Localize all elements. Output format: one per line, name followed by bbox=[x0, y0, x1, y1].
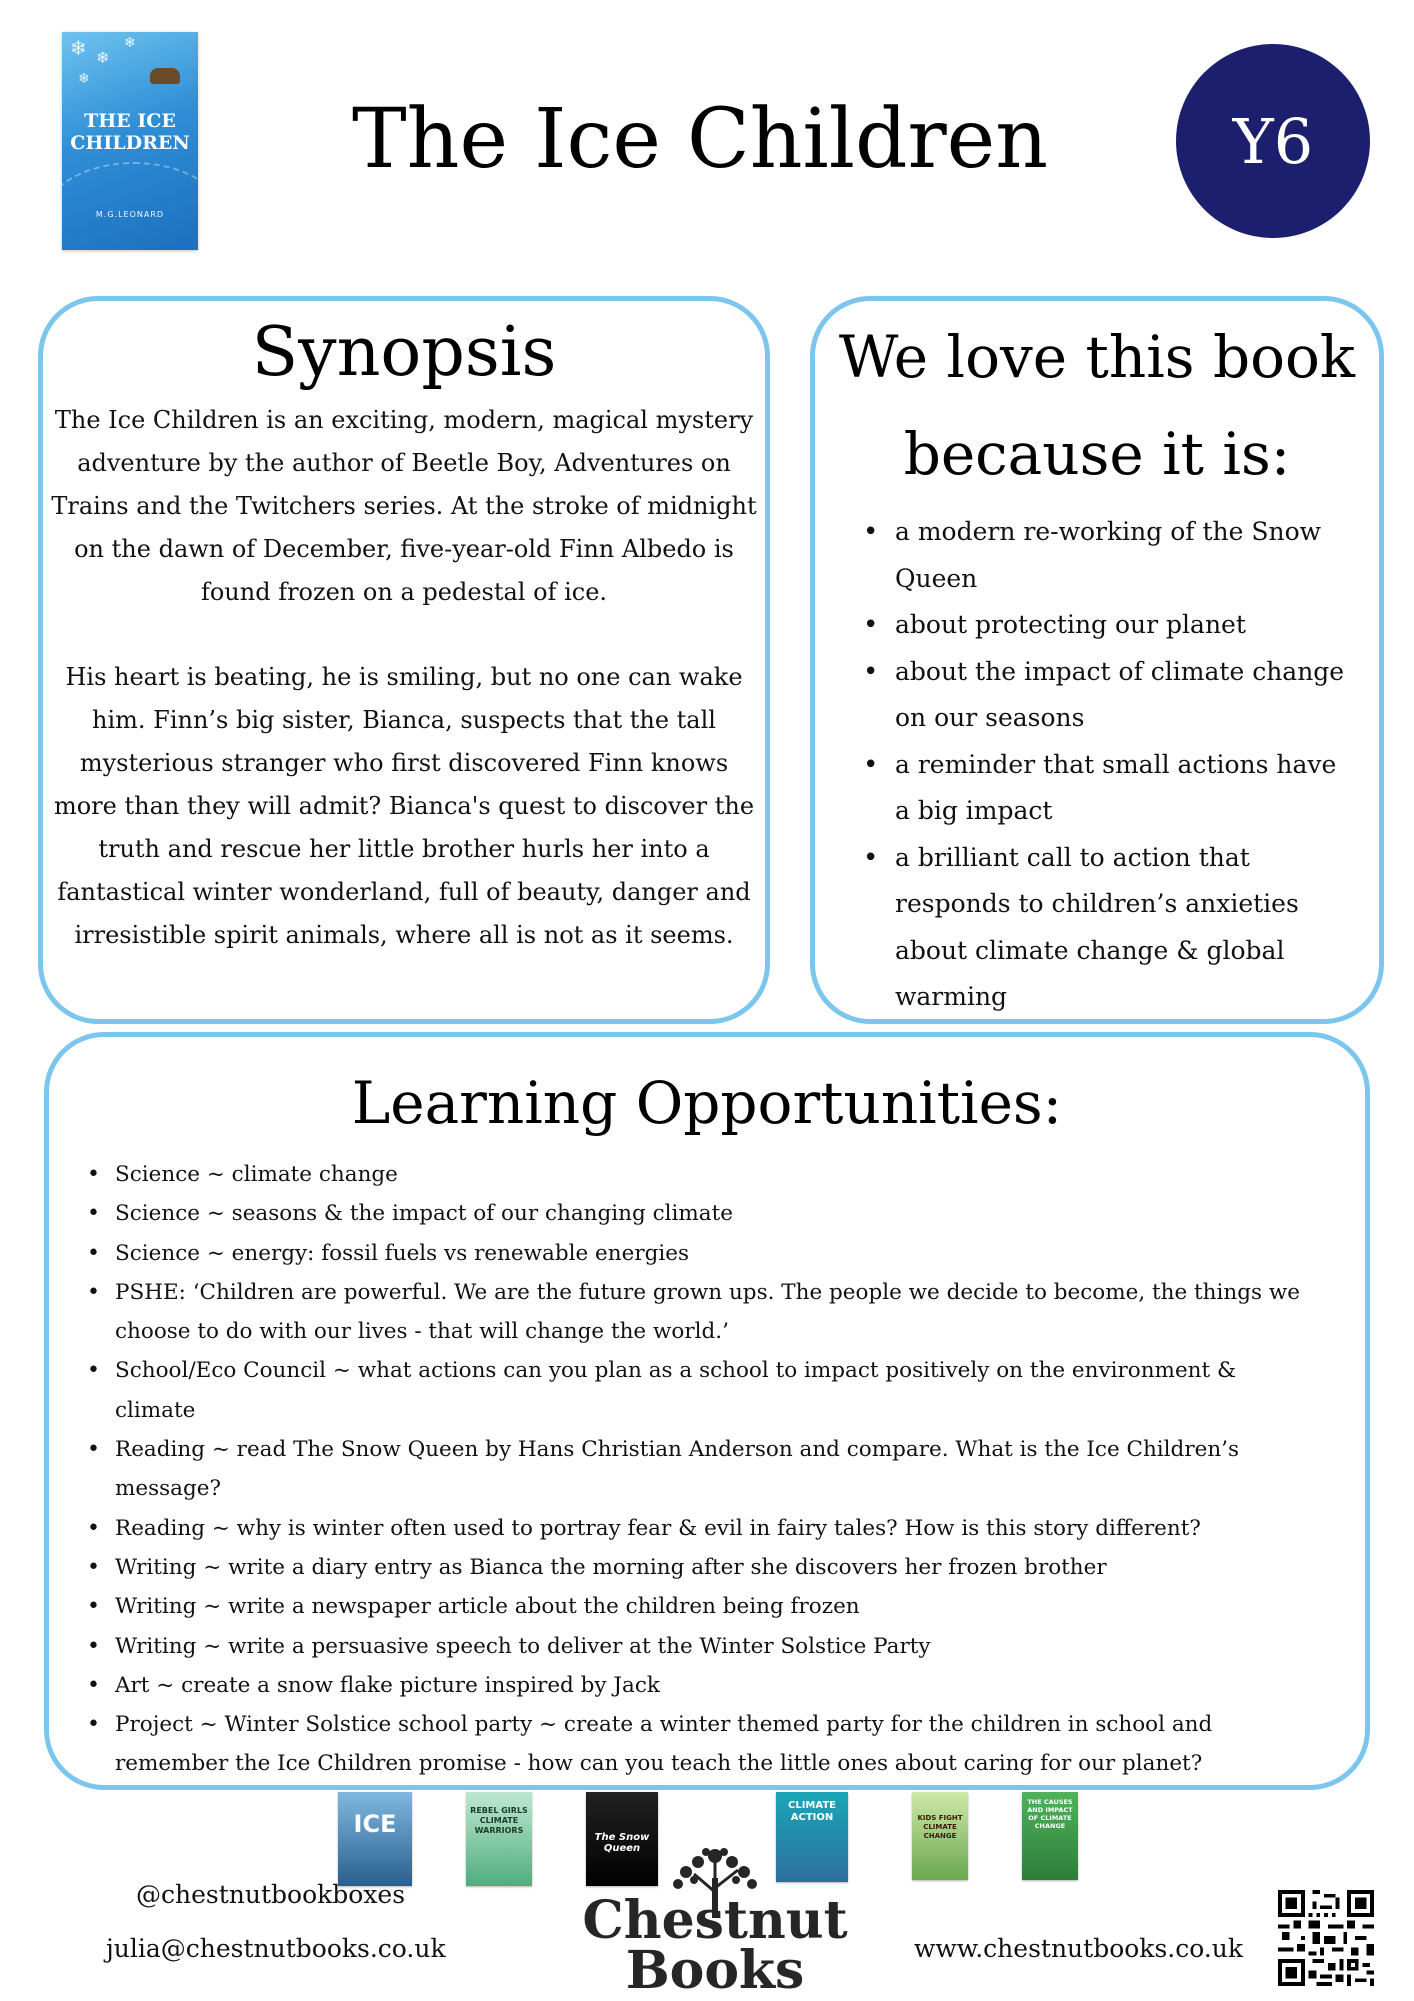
reasons-panel bbox=[810, 296, 1384, 1024]
learning-item: • Science ~ energy: fossil fuels vs renewable energies bbox=[115, 1234, 1365, 1273]
learning-item: • Art ~ create a snow flake picture inspired by Jack bbox=[115, 1666, 1365, 1705]
related-book-title: CLIMATE ACTION bbox=[788, 1800, 836, 1823]
brand-logo bbox=[570, 1890, 860, 2001]
sleigh-illustration bbox=[150, 68, 180, 84]
cover-author: M.G.LEONARD bbox=[95, 210, 165, 219]
book-cover bbox=[62, 32, 198, 250]
reasons-list bbox=[815, 509, 1379, 1021]
year-group-badge: Y6 bbox=[1176, 44, 1370, 238]
reason-item: • a modern re-working of the Snow Queen bbox=[895, 509, 1379, 602]
snowflake-icon: ❄ bbox=[78, 71, 90, 87]
related-book-title: REBEL GIRLS CLIMATE WARRIORS bbox=[470, 1806, 528, 1835]
learning-heading: Learning Opportunities: bbox=[351, 1069, 1063, 1137]
snowflake-icon: ❄ bbox=[124, 35, 136, 51]
learning-list bbox=[49, 1155, 1365, 1784]
learning-item: • Science ~ climate change bbox=[115, 1155, 1365, 1194]
related-book-title: ICE bbox=[353, 1810, 397, 1838]
cover-title-line: THE ICE bbox=[84, 110, 176, 132]
cover-title bbox=[62, 110, 198, 154]
cover-title-line: CHILDREN bbox=[70, 132, 190, 154]
snowflake-icon: ❄ bbox=[70, 36, 87, 60]
synopsis-heading: Synopsis bbox=[251, 313, 557, 392]
related-book-kids-fight bbox=[912, 1792, 968, 1880]
ice-swirl-decoration bbox=[62, 162, 198, 250]
learning-item: • Science ~ seasons & the impact of our changing climate bbox=[115, 1194, 1365, 1233]
related-book-causes-impact bbox=[1022, 1792, 1078, 1880]
learning-item: • Writing ~ write a persuasive speech to deliver at the Winter Solstice Party bbox=[115, 1627, 1365, 1666]
synopsis-paragraph: His heart is beating, he is smiling, but no one can wake him. Finn’s big sister, Bianca, suspects that the tall mysterious stranger who first discovered Finn knows more than they will admit? Bianca's quest to discover the truth and rescue her little brother hurls her into a fantastical winter wonderland, full of beauty, danger and irresistible spirit animals, where all is not as it seems. bbox=[53, 663, 755, 949]
reasons-heading: We love this book because it is: bbox=[838, 323, 1356, 488]
reason-item: • about protecting our planet bbox=[895, 602, 1379, 649]
related-book-title: KIDS FIGHT CLIMATE CHANGE bbox=[917, 1814, 963, 1840]
related-book-ice bbox=[338, 1792, 412, 1886]
synopsis-panel bbox=[38, 296, 770, 1024]
learning-item: • Reading ~ why is winter often used to portray fear & evil in fairy tales? How is this story different? bbox=[115, 1509, 1365, 1548]
related-book-snow-queen bbox=[586, 1792, 658, 1886]
related-book-title: The Snow Queen bbox=[594, 1832, 650, 1854]
related-book-rebel-girls bbox=[466, 1792, 532, 1886]
website-link[interactable]: www.chestnutbooks.co.uk bbox=[914, 1934, 1244, 1963]
qr-code-icon[interactable] bbox=[1278, 1890, 1374, 1986]
social-handle[interactable]: @chestnutbookboxes bbox=[136, 1880, 406, 1909]
learning-item: • Project ~ Winter Solstice school party ~ create a winter themed party for the children in school and remember the Ice Children promise - how can you teach the little ones about caring for our planet? bbox=[115, 1705, 1365, 1784]
reason-item: • a brilliant call to action that responds to children’s anxieties about climate change & global warming bbox=[895, 835, 1379, 1021]
contact-email[interactable]: julia@chestnutbooks.co.uk bbox=[106, 1934, 446, 1963]
synopsis-paragraph: The Ice Children is an exciting, modern, magical mystery adventure by the author of Beetle Boy, Adventures on Trains and the Twitchers series. At the stroke of midnight on the dawn of December, five-year-old Finn Albedo is found frozen on a pedestal of ice. bbox=[51, 406, 757, 606]
reason-item: • a reminder that small actions have a big impact bbox=[895, 742, 1379, 835]
related-book-climate-action bbox=[776, 1792, 848, 1882]
learning-item: • Writing ~ write a diary entry as Bianca the morning after she discovers her frozen brother bbox=[115, 1548, 1365, 1587]
learning-item: • Writing ~ write a newspaper article about the children being frozen bbox=[115, 1587, 1365, 1626]
learning-item: • School/Eco Council ~ what actions can you plan as a school to impact positively on the environment & climate bbox=[115, 1351, 1365, 1430]
snowflake-icon: ❄ bbox=[96, 48, 110, 67]
page-title: The Ice Children bbox=[351, 92, 1049, 187]
related-book-title: THE CAUSES AND IMPACT OF CLIMATE CHANGE bbox=[1027, 1798, 1073, 1830]
learning-item: • Reading ~ read The Snow Queen by Hans Christian Anderson and compare. What is the Ice Children’s message? bbox=[115, 1430, 1365, 1509]
reason-item: • about the impact of climate change on our seasons bbox=[895, 649, 1379, 742]
learning-opportunities-panel bbox=[44, 1032, 1370, 1790]
brand-name-line: Chestnut bbox=[582, 1890, 848, 1951]
brand-name-line: Books bbox=[625, 1940, 805, 2001]
learning-item: • PSHE: ‘Children are powerful. We are the future grown ups. The people we decide to become, the things we choose to do with our lives - that will change the world.’ bbox=[115, 1273, 1365, 1352]
